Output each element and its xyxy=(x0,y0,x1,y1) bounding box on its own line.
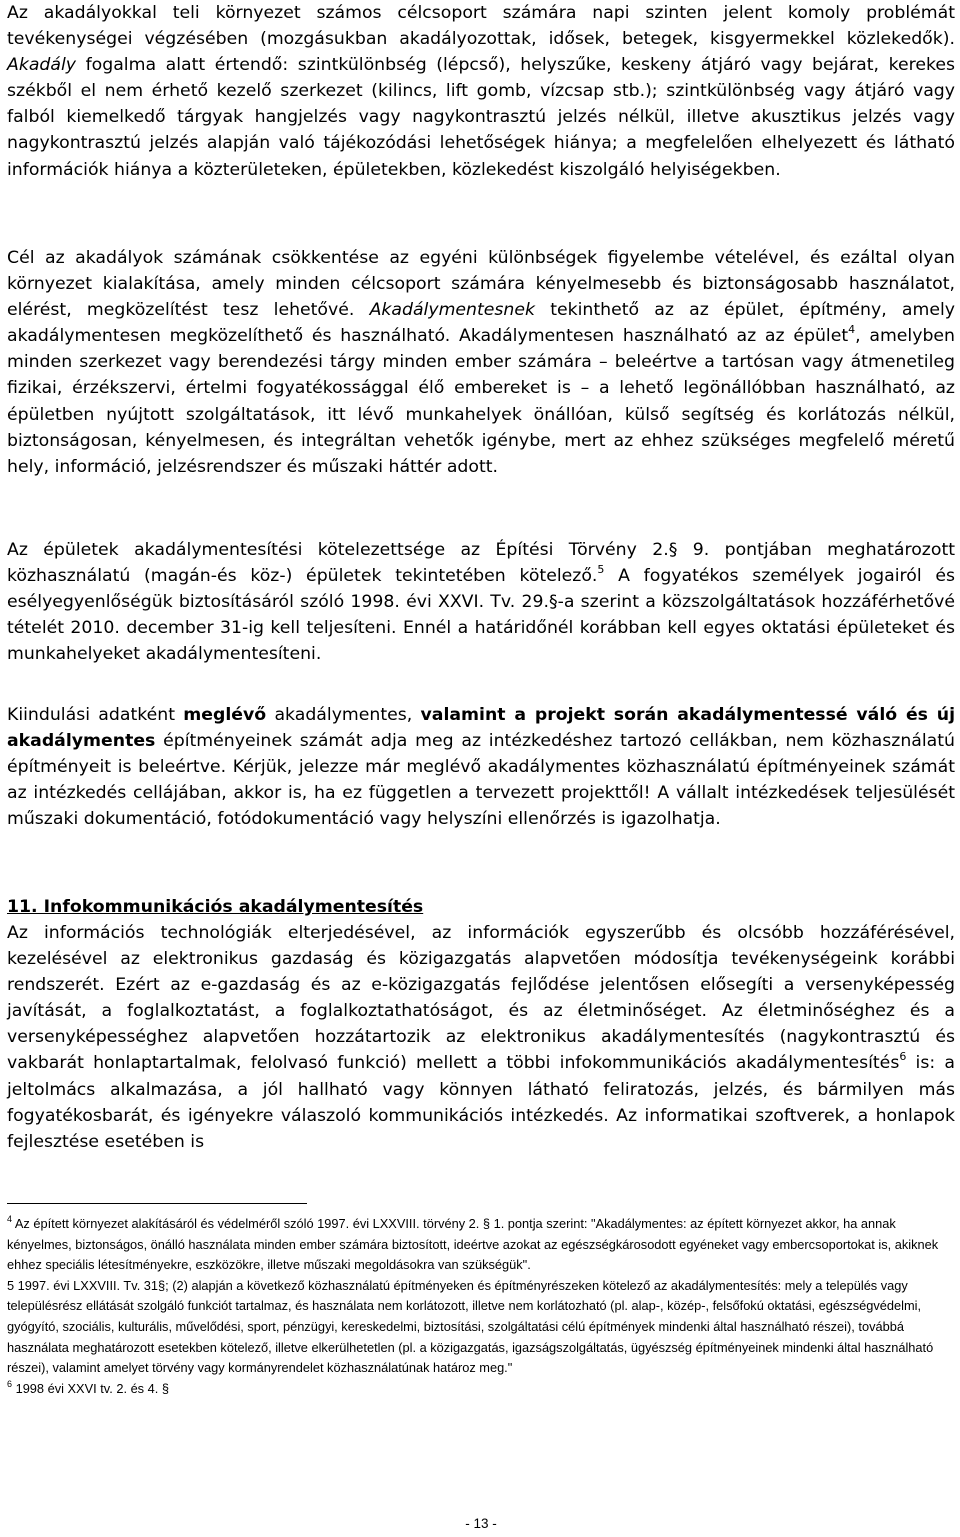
footnote-ref-6[interactable]: 6 xyxy=(899,1050,907,1064)
paragraph-obstacles: Az akadályokkal teli környezet számos célcsoport számára napi szinten jelent komoly problémát tevékenységei végzésében (mozgásukban akadályozottak, idősek, betegek, kisgyermekkel közlekedők). Akadály fogalma alatt értendő: szintkülönbség (lépcső), helyszűke, keskeny átjáró vagy bejárat, kerekes székből el nem érhető kezelő szerkezet (kilincs, lift gomb, vízcsap stb.); szintkülönbség vagy átjáró vagy falból kiemelkedő tárgyak hangjelzés vagy nagykontrasztú jelzés nélkül, illetve akusztikus jelzés vagy nagykontrasztú jelzés alapján való tájékozódási lehetőségek hiánya; a megfelelően elhelyezett és látható információk hiánya a közterületeken, épületekben, közlekedést kiszolgáló helyiségekben. xyxy=(7,3,955,180)
footnote-ref-4[interactable]: 4 xyxy=(848,323,856,337)
paragraph-infocommunication: Az információs technológiák elterjedésével, az információk egyszerűbb és olcsóbb hozzáférésével, kezelésével az elektronikus gazdaság és közigazgatás alapvetően módosítja tevékenységeink korábbi rendszerét. Ezért az e-gazdaság és az e-közigazgatás fejlődése jelentősen elősegíti a versenyképesség javítását, a foglalkoztatást, a foglalkoztathatóságot, és az életminőséget. Az életminőséghez és a versenyképességhez alapvetően hozzátartozik az elektronikus akadálymentesítés (nagykontrasztú és vakbarát honlaptartalmak, felolvasó funkció) mellett a többi infokommunikációs akadálymentesítés$^6$ is: a jeltolmács alkalmazása, a jól hallható vagy könnyen látható feliratozás, jelzés, és bármilyen más fogyatékosbarát, és igényekre válaszoló kommunikációs intézkedés. Az informatikai szoftverek, a honlapok fejlesztése esetében is xyxy=(7,923,955,1152)
footnote-ref-5[interactable]: 5 xyxy=(597,563,605,577)
paragraph-obligation: Az épületek akadálymentesítési kötelezettsége az Építési Törvény 2.§ 9. pontjában meghatározott közhasználatú (magán-és köz-) épületek tekintetében kötelező.$^5$ A fogyatékos személyek jogairól és esélyegyenlőségük biztosításáról szóló 1998. évi XXVI. Tv. 29.§-a szerint a közszolgáltatások hozzáférhetővé tételét 2010. december 31-ig kell teljesíteni. Ennél a határidőnél korábban kell egyes oktatási épületeket és munkahelyeket akadálymentesíteni. xyxy=(7,540,955,665)
emphasis-existing: meglévő xyxy=(183,705,267,725)
footnote-5: 5 1997. évi LXXVIII. Tv. 31§; (2) alapján a következő közhasználatú építményeken és építményrészeken kötelező az akadálymentesítés: mely a település vagy településrész ellátását szolgáló funkciót tartalmaz, és használata nem korlátozott, illetve nem korlátozható (pl. alap-, közép-, felsőfokú oktatási, egészségvédelmi, gyógyító, szociális, kulturális, művelődési, sport, pénzügyi, kereskedelmi, biztosítási, szolgáltatási célú építmények mindenki által használható részei), továbbá használata meghatározott esetekben kötelező, illetve elkerülhetetlen (pl. a közigazgatás, igazságszolgáltatás, ügyészség építményeinek mindenki által használható részei), valamint amelyet törvény vagy kormányrendelet közhasználatúnak határoz meg." xyxy=(7,1277,934,1376)
paragraph-goal: Cél az akadályok számának csökkentése az egyéni különbségek figyelembe vételével, és ezáltal olyan környezet kialakítása, amely minden célcsoport számára kényelmesebb és biztonságosabb használatot, elérést, megközelítést tesz lehetővé. Akadálymentesnek tekinthető az az épület, építmény, amely akadálymentesen megközelíthető és használható. Akadálymentesen használható az az épület$^4$, amelyben minden szerkezet vagy berendezési tárgy minden ember számára – beleértve a tartósan vagy átmenetileg fizikai, érzékszervi, értelmi fogyatékossággal élő embereket is – a lehető legönállóbban használható, az épületben nyújtott szolgáltatások, itt lévő munkahelyek önállóan, külső segítség és korlátozás nélkül, biztonságosan, kényelmesen, és integráltan vehetők igénybe, mert az ehhez szükséges megfelelő méretű hely, információ, jelzésrendszer és műszaki háttér adott. xyxy=(7,248,955,477)
page-number: - 13 - xyxy=(465,1516,497,1531)
footnote-6: $^6$ 1998 évi XXVI tv. 2. és 4. § xyxy=(7,1378,169,1396)
emphasis-project: valamint a projekt során akadálymentessé váló és új akadálymentes xyxy=(7,705,955,752)
paragraph-baseline-data: Kiindulási adatként meglévő akadálymentes, valamint a projekt során akadálymentessé váló és új akadálymentes építményeinek számát adja meg az intézkedéshez tartozó cellákban, nem közhasználatú építményeit is beleértve. Kérjük, jelezze már meglévő akadálymentes közhasználatú építményeinek számát az intézkedés cellájában, akkor is, ha ez független a tervezett projekttől! A vállalt intézkedések teljesülését műszaki dokumentáció, fotódokumentáció vagy helyszíni ellenőrzés is igazolhatja. xyxy=(7,705,955,830)
footnote-separator xyxy=(7,1203,307,1204)
section-heading: 11. Infokommunikációs akadálymentesítés xyxy=(7,897,424,917)
footnotes xyxy=(7,1214,955,1399)
term-accessible: Akadálymentesnek xyxy=(369,300,535,321)
term-obstacle: Akadály xyxy=(7,55,77,76)
footnote-4: $^4$ Az épített környezet alakításáról és védelméről szóló 1997. évi LXXVIII. törvény 2. § 1. pontja szerint: "Akadálymentes: az épített környezet akkor, ha annak kényelmes, biztonságos, önálló használata minden ember számára biztosított, ideértve azokat az egészségkárosodott egyéneket vagy embercsoportokat is, akiknek ehhez speciális létesítményekre, eszközökre, illetve műszaki megoldásokra van szükségük". xyxy=(7,1214,939,1273)
